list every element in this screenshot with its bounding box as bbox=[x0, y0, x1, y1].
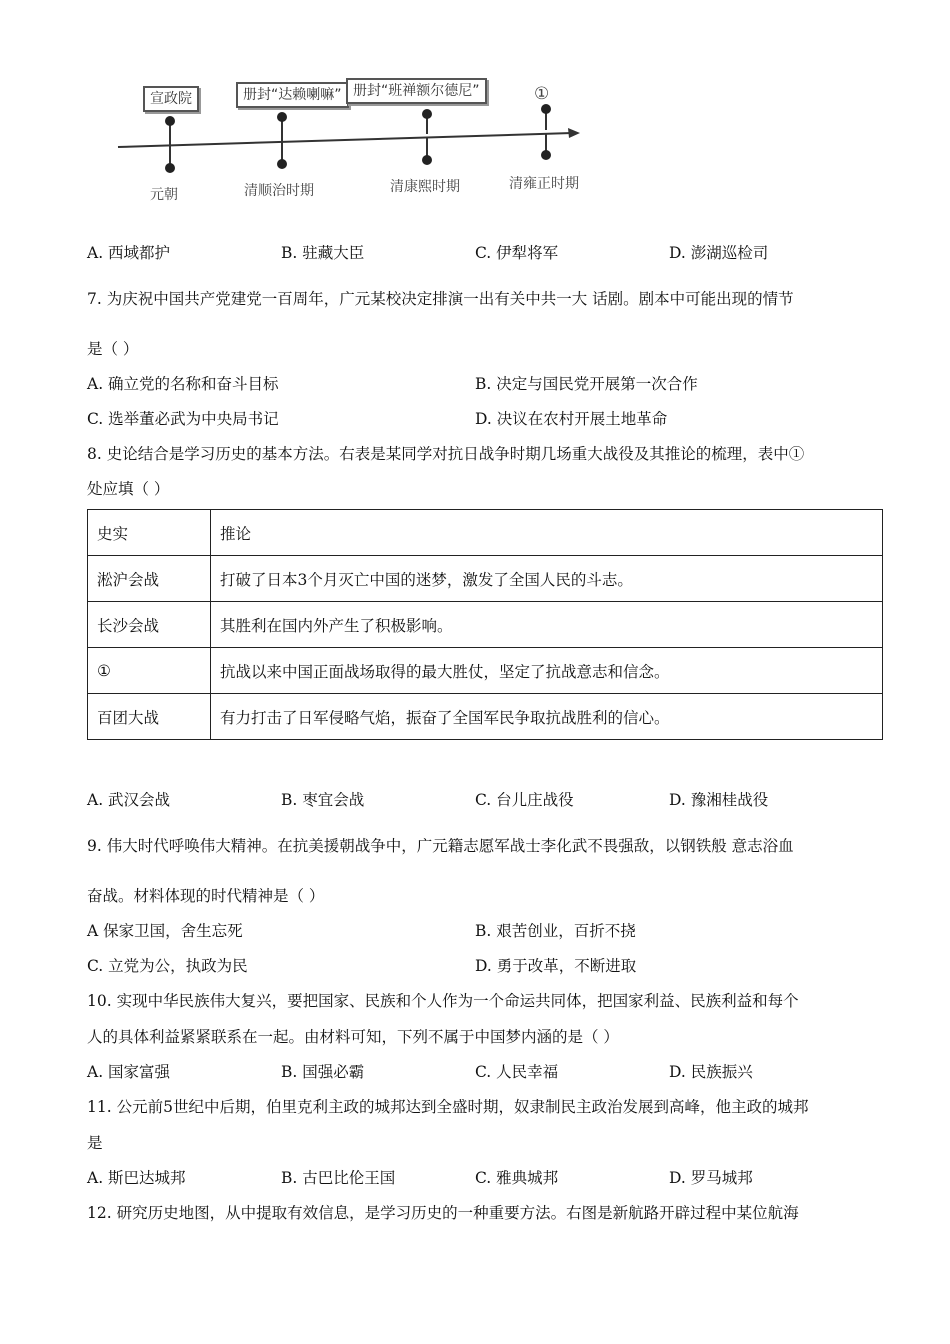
q8-stem-line1: 8. 史论结合是学习历史的基本方法。右表是某同学对抗日战争时期几场重大战役及其推论的梳理，表中① bbox=[87, 445, 805, 463]
table-cell-event: ① bbox=[88, 648, 211, 694]
q9-stem-line1: 9. 伟大时代呼唤伟大精神。在抗美援朝战争中，广元籍志愿军战士李化武不畏强敌，以钢铁般 意志浴血 bbox=[87, 837, 794, 855]
timeline-period-2: 清顺治时期 bbox=[244, 183, 314, 199]
q6-option-d: D. 澎湖巡检司 bbox=[669, 244, 769, 262]
q11-stem-line2: 是 bbox=[87, 1134, 103, 1152]
q10-stem-line1: 10. 实现中华民族伟大复兴，要把国家、民族和个人作为一个命运共同体，把国家利益、民族利益和每个 bbox=[87, 992, 799, 1010]
q8-option-a: A. 武汉会战 bbox=[87, 791, 171, 809]
q8-option-c: C. 台儿庄战役 bbox=[475, 791, 574, 809]
q7-option-a: A. 确立党的名称和奋斗目标 bbox=[87, 375, 279, 393]
q11-option-b: B. 古巴比伦王国 bbox=[281, 1169, 396, 1187]
table-cell-conclusion: 其胜利在国内外产生了积极影响。 bbox=[211, 602, 883, 648]
timeline-axis bbox=[110, 120, 590, 170]
q7-option-d: D. 决议在农村开展土地革命 bbox=[475, 410, 668, 428]
table-cell-event: 百团大战 bbox=[88, 694, 211, 740]
timeline-box-3: 册封“班禅额尔德尼” bbox=[346, 78, 487, 104]
q7-option-c: C. 选举董必武为中央局书记 bbox=[87, 410, 279, 428]
q9-stem-line2: 奋战。材料体现的时代精神是（ ） bbox=[87, 887, 325, 905]
q11-stem-line1: 11. 公元前5世纪中后期，伯里克利主政的城邦达到全盛时期，奴隶制民主政治发展到高峰，他主政的城邦 bbox=[87, 1098, 809, 1116]
q11-option-a: A. 斯巴达城邦 bbox=[87, 1169, 186, 1187]
q8-stem-line2: 处应填（ ） bbox=[87, 480, 170, 498]
table-row bbox=[88, 556, 883, 602]
q11-option-c: C. 雅典城邦 bbox=[475, 1169, 559, 1187]
table-row bbox=[88, 694, 883, 740]
table-header-cell: 推论 bbox=[211, 510, 883, 556]
timeline-box-2: 册封“达赖喇嘛” bbox=[236, 82, 349, 108]
q10-option-d: D. 民族振兴 bbox=[669, 1063, 753, 1081]
timeline-period-3: 清康熙时期 bbox=[390, 179, 460, 195]
table-cell-conclusion: 有力打击了日军侵略气焰，振奋了全国军民争取抗战胜利的信心。 bbox=[211, 694, 883, 740]
timeline-period-4: 清雍正时期 bbox=[509, 176, 579, 192]
table-cell-event: 长沙会战 bbox=[88, 602, 211, 648]
q8-table bbox=[87, 509, 883, 740]
q9-option-a: A 保家卫国，舍生忘死 bbox=[87, 922, 243, 940]
q10-option-b: B. 国强必霸 bbox=[281, 1063, 365, 1081]
q6-option-c: C. 伊犁将军 bbox=[475, 244, 559, 262]
q6-option-b: B. 驻藏大臣 bbox=[281, 244, 365, 262]
table-row bbox=[88, 602, 883, 648]
q12-stem-line1: 12. 研究历史地图，从中提取有效信息，是学习历史的一种重要方法。右图是新航路开辟过程中某位航海 bbox=[87, 1204, 799, 1222]
timeline-period-1: 元朝 bbox=[150, 187, 178, 203]
table-cell-event: 淞沪会战 bbox=[88, 556, 211, 602]
q10-stem-line2: 人的具体利益紧紧联系在一起。由材料可知，下列不属于中国梦内涵的是（ ） bbox=[87, 1028, 619, 1046]
q6-option-a: A. 西域都护 bbox=[87, 244, 171, 262]
timeline-box-1: 宣政院 bbox=[143, 86, 199, 112]
q10-option-a: A. 国家富强 bbox=[87, 1063, 171, 1081]
timeline-marker-1: ① bbox=[534, 84, 550, 104]
q11-option-d: D. 罗马城邦 bbox=[669, 1169, 753, 1187]
q9-option-d: D. 勇于改革，不断进取 bbox=[475, 957, 637, 975]
table-header-cell: 史实 bbox=[88, 510, 211, 556]
q7-option-b: B. 决定与国民党开展第一次合作 bbox=[475, 375, 698, 393]
q9-option-b: B. 艰苦创业，百折不挠 bbox=[475, 922, 636, 940]
q8-option-b: B. 枣宜会战 bbox=[281, 791, 365, 809]
table-row bbox=[88, 648, 883, 694]
table-header-row bbox=[88, 510, 883, 556]
q9-option-c: C. 立党为公，执政为民 bbox=[87, 957, 248, 975]
table-cell-conclusion: 抗战以来中国正面战场取得的最大胜仗，坚定了抗战意志和信念。 bbox=[211, 648, 883, 694]
q7-stem-line1: 7. 为庆祝中国共产党建党一百周年，广元某校决定排演一出有关中共一大 话剧。剧本中可能出现的情节 bbox=[87, 290, 794, 308]
q10-option-c: C. 人民幸福 bbox=[475, 1063, 559, 1081]
q8-option-d: D. 豫湘桂战役 bbox=[669, 791, 769, 809]
q7-stem-line2: 是（ ） bbox=[87, 340, 139, 358]
table-cell-conclusion: 打破了日本3个月灭亡中国的迷梦，激发了全国人民的斗志。 bbox=[211, 556, 883, 602]
